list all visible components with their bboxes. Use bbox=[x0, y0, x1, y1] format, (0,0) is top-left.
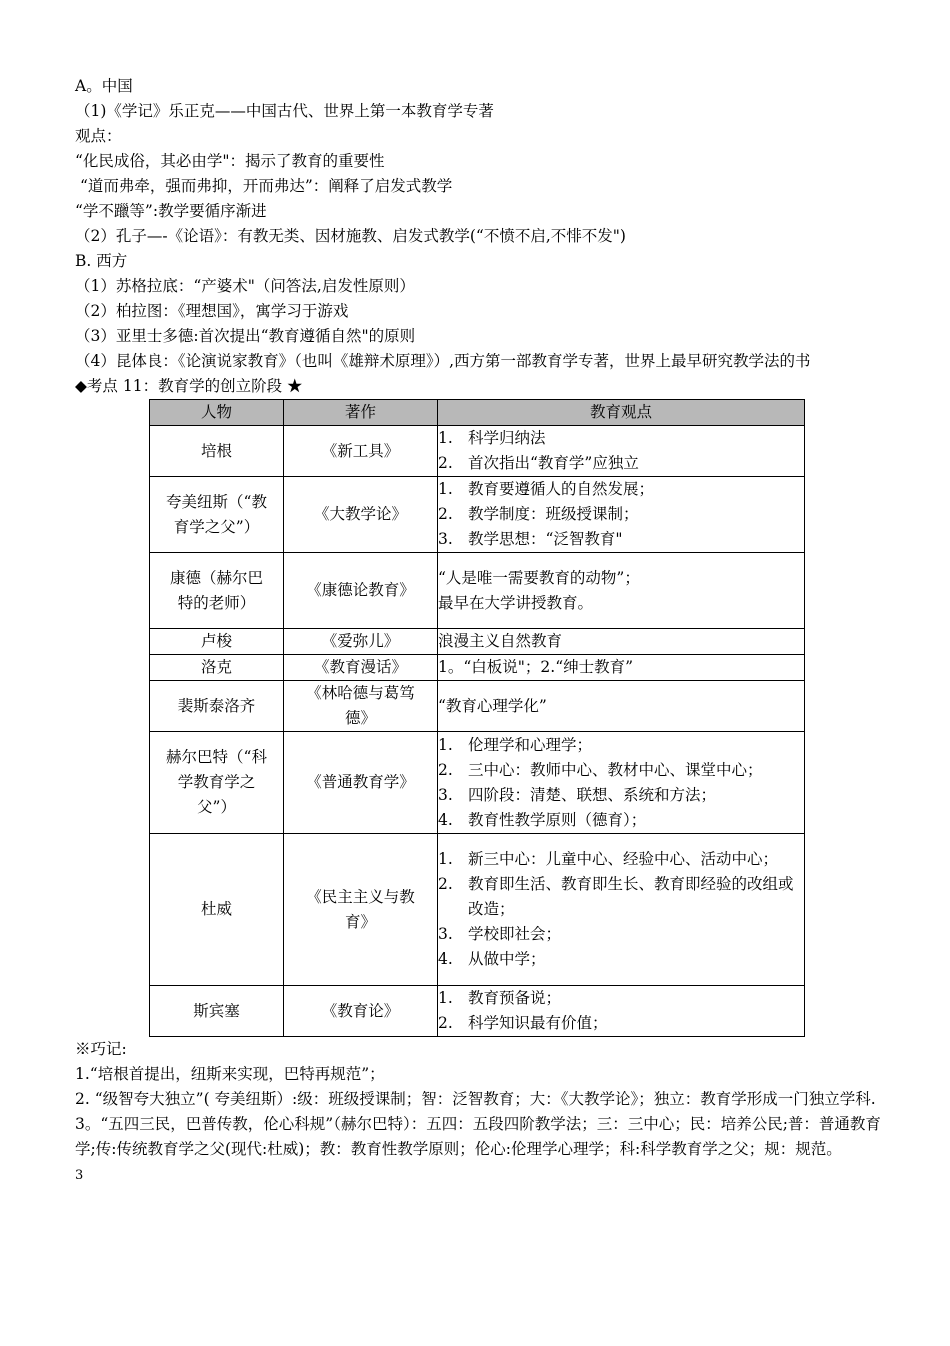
table-row bbox=[150, 477, 805, 553]
table-row bbox=[150, 553, 805, 629]
header-work: 著作 bbox=[284, 400, 438, 426]
viewpoint-cell bbox=[438, 655, 805, 681]
table-row bbox=[150, 426, 805, 477]
page-number: 3 bbox=[75, 1168, 84, 1183]
person-cell: 斯宾塞 bbox=[150, 986, 284, 1037]
table-row bbox=[150, 986, 805, 1037]
viewpoint-item bbox=[438, 872, 804, 922]
work-cell: 《新工具》 bbox=[284, 426, 438, 477]
mnemonic-line: 2. “级智夸大独立”( 夸美纽斯）:级：班级授课制；智：泛智教育；大：《大教学论》；独立：教育学形成一门独立学科. bbox=[75, 1090, 876, 1108]
item-text: 教育要遵循人的自然发展； bbox=[468, 480, 655, 498]
heading-china: A。中国 bbox=[75, 77, 133, 95]
item-text: 教学制度：班级授课制； bbox=[468, 505, 639, 523]
item-text: “人是唯一需要教育的动物”； bbox=[438, 568, 640, 587]
work-cell: 《康德论教育》 bbox=[284, 553, 438, 629]
intro-line: （2）柏拉图：《理想国》，寓学习于游戏 bbox=[75, 302, 349, 320]
work-cell: 《普通教育学》 bbox=[284, 732, 438, 834]
intro-section bbox=[75, 74, 885, 399]
item-number: 2. bbox=[438, 505, 453, 523]
viewpoint-list bbox=[438, 847, 804, 972]
item-number: 3. bbox=[438, 925, 453, 943]
intro-line: （4）昆体良：《论演说家教育》（也叫《雄辩术原理》）,西方第一部教育学专著，世界上最早研究教学法的书 bbox=[75, 352, 811, 370]
item-number: 4. bbox=[438, 950, 453, 968]
viewpoint-item bbox=[438, 733, 804, 758]
table-row bbox=[150, 681, 805, 732]
item-text: 最早在大学讲授教育。 bbox=[438, 593, 594, 612]
viewpoint-cell bbox=[438, 834, 805, 986]
viewpoint-item bbox=[438, 451, 804, 476]
item-text: 四阶段：清楚、联想、系统和方法； bbox=[468, 785, 717, 804]
item-text: 教育即生活、教育即生长、教育即经验的改组或改造； bbox=[468, 875, 794, 918]
item-number: 1. bbox=[438, 989, 453, 1007]
viewpoint-cell bbox=[438, 553, 805, 629]
work-cell: 《教育漫话》 bbox=[284, 655, 438, 681]
item-text: 三中心：教师中心、教材中心、课堂中心； bbox=[468, 760, 763, 779]
viewpoint-item bbox=[438, 426, 804, 451]
viewpoint-cell bbox=[438, 986, 805, 1037]
person-cell: 康德（赫尔巴特的老师） bbox=[150, 553, 284, 629]
viewpoint-cell bbox=[438, 426, 805, 477]
viewpoint-item bbox=[438, 1011, 804, 1036]
viewpoint-item bbox=[438, 694, 804, 719]
viewpoint-item bbox=[438, 847, 804, 872]
person-cell: 杜威 bbox=[150, 834, 284, 986]
intro-line: “道而弗牵，强而弗抑，开而弗达”：阐释了启发式教学 bbox=[75, 177, 453, 195]
item-number: 2. bbox=[438, 760, 453, 779]
intro-line: （1）苏格拉底：“产婆术"（问答法,启发性原则） bbox=[75, 277, 415, 295]
header-person: 人物 bbox=[150, 400, 284, 426]
item-number: 3. bbox=[438, 530, 453, 548]
item-text: 浪漫主义自然教育 bbox=[438, 632, 563, 650]
intro-line: （2）孔子—-《论语》：有教无类、因材施教、启发式教学(“不愤不启,不悱不发") bbox=[75, 227, 626, 245]
mnemonic-line: 1.“培根首提出，纽斯来实现，巴特再规范”； bbox=[75, 1065, 385, 1083]
viewpoint-cell bbox=[438, 732, 805, 834]
viewpoint-item bbox=[438, 655, 804, 680]
item-number: 3. bbox=[438, 785, 453, 804]
viewpoint-item bbox=[438, 566, 804, 591]
viewpoint-item bbox=[438, 783, 804, 808]
viewpoint-list bbox=[438, 986, 804, 1036]
viewpoint-item bbox=[438, 629, 804, 654]
person-cell: 卢梭 bbox=[150, 629, 284, 655]
viewpoint-list bbox=[438, 629, 804, 654]
page-content bbox=[75, 74, 885, 1188]
heading-west: B. 西方 bbox=[75, 252, 128, 270]
item-text: 学校即社会； bbox=[468, 925, 562, 943]
viewpoint-list bbox=[438, 694, 804, 719]
viewpoint-list bbox=[438, 426, 804, 476]
viewpoint-list bbox=[438, 566, 804, 616]
viewpoint-item bbox=[438, 527, 804, 552]
mnemonic-line: 3。“五四三民，巴普传教，伦心科规”（赫尔巴特）：五四：五段四阶教学法；三：三中心；民：培养公民;普：普通教育学;传:传统教育学之父(现代:杜威)；教：教育性教学原则；伦心:伦理学心理学；科:科学教育学之父；规：规范。 bbox=[75, 1115, 881, 1158]
item-text: 从做中学； bbox=[468, 950, 546, 968]
item-text: 伦理学和心理学； bbox=[468, 735, 593, 754]
table-row bbox=[150, 629, 805, 655]
viewpoint-cell bbox=[438, 681, 805, 732]
table-header-row bbox=[150, 400, 805, 426]
item-text: 教育预备说； bbox=[468, 989, 562, 1007]
intro-line: “学不躐等”:教学要循序渐进 bbox=[75, 202, 267, 220]
table-row bbox=[150, 655, 805, 681]
item-text: 首次指出“教育学”应独立 bbox=[468, 454, 639, 472]
item-text: “教育心理学化” bbox=[438, 696, 547, 715]
item-number: 1. bbox=[438, 735, 453, 754]
person-cell: 培根 bbox=[150, 426, 284, 477]
mnemonic-section bbox=[75, 1037, 885, 1162]
viewpoint-cell bbox=[438, 477, 805, 553]
intro-line: 观点： bbox=[75, 127, 122, 145]
item-text: 1。“白板说"；2.“绅士教育” bbox=[438, 658, 634, 676]
viewpoint-item bbox=[438, 808, 804, 833]
item-text: 科学知识最有价值； bbox=[468, 1014, 608, 1032]
viewpoint-item bbox=[438, 947, 804, 972]
intro-line: （3）亚里士多德:首次提出“教育遵循自然"的原则 bbox=[75, 327, 416, 345]
item-text: 教育性教学原则（德育）； bbox=[468, 810, 647, 829]
work-cell: 《民主主义与教育》 bbox=[284, 834, 438, 986]
header-viewpoint: 教育观点 bbox=[438, 400, 805, 426]
viewpoint-item bbox=[438, 502, 804, 527]
item-number: 2. bbox=[438, 1014, 453, 1032]
item-text: 科学归纳法 bbox=[468, 429, 546, 447]
viewpoint-list bbox=[438, 655, 804, 680]
item-text: 教学思想：“泛智教育" bbox=[468, 530, 623, 548]
viewpoint-cell bbox=[438, 629, 805, 655]
work-cell: 《林哈德与葛笃德》 bbox=[284, 681, 438, 732]
person-cell: 裴斯泰洛齐 bbox=[150, 681, 284, 732]
viewpoint-item bbox=[438, 986, 804, 1011]
table-row bbox=[150, 732, 805, 834]
viewpoint-item bbox=[438, 758, 804, 783]
viewpoint-item bbox=[438, 922, 804, 947]
work-cell: 《大教学论》 bbox=[284, 477, 438, 553]
intro-line: （1)《学记》乐正克——中国古代、世界上第一本教育学专著 bbox=[75, 102, 494, 120]
item-text: 新三中心：儿童中心、经验中心、活动中心； bbox=[468, 850, 779, 868]
person-cell: 赫尔巴特（“科学教育学之父”） bbox=[150, 732, 284, 834]
viewpoint-list bbox=[438, 477, 804, 552]
item-number: 4. bbox=[438, 810, 453, 829]
item-number: 1. bbox=[438, 850, 453, 868]
viewpoint-item bbox=[438, 591, 804, 616]
viewpoint-item bbox=[438, 477, 804, 502]
table-row bbox=[150, 834, 805, 986]
viewpoint-list bbox=[438, 733, 804, 833]
item-number: 2. bbox=[438, 454, 453, 472]
person-cell: 洛克 bbox=[150, 655, 284, 681]
intro-line: “化民成俗，其必由学"：揭示了教育的重要性 bbox=[75, 152, 385, 170]
item-number: 1. bbox=[438, 429, 453, 447]
section-heading: ◆考点 11：教育学的创立阶段 ★ bbox=[75, 377, 303, 395]
work-cell: 《爱弥儿》 bbox=[284, 629, 438, 655]
mnemonic-title: ※巧记: bbox=[75, 1040, 127, 1058]
education-table bbox=[149, 399, 805, 1037]
person-cell: 夸美纽斯（“教育学之父”） bbox=[150, 477, 284, 553]
item-number: 2. bbox=[438, 875, 453, 893]
item-number: 1. bbox=[438, 480, 453, 498]
work-cell: 《教育论》 bbox=[284, 986, 438, 1037]
